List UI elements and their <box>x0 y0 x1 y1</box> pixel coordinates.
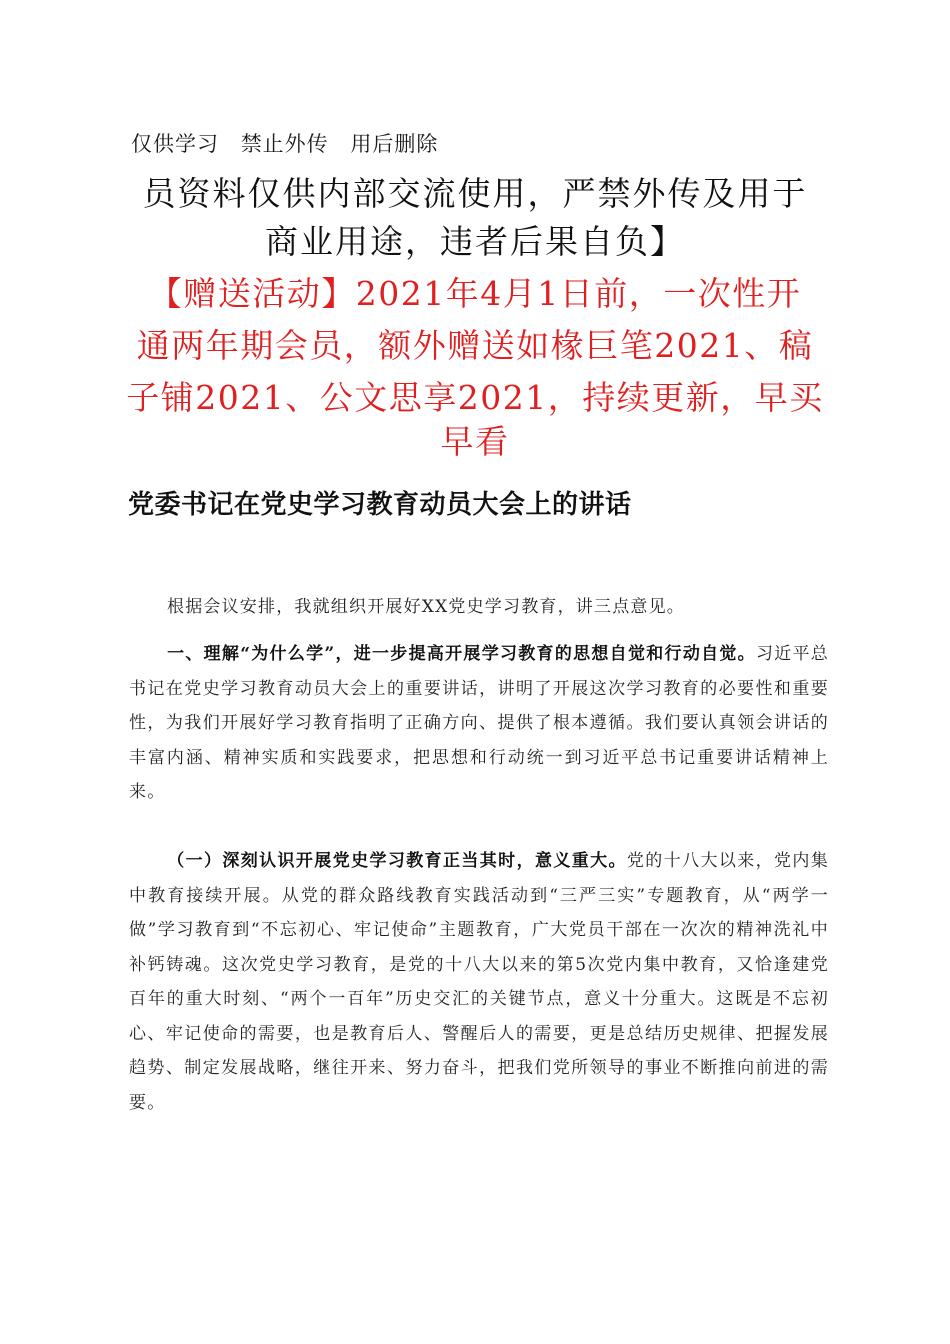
promo-line-3: 子铺2021、公文思享2021，持续更新，早买 <box>126 378 824 417</box>
document-title: 党委书记在党史学习教育动员大会上的讲话 <box>128 490 632 520</box>
section-1-heading: 一、理解“为什么学”，进一步提高开展学习教育的思想自觉和行动自觉。 <box>167 644 756 664</box>
promo-line-4: 早看 <box>440 422 510 461</box>
subsection-1-paragraph <box>129 844 829 1120</box>
intro-paragraph <box>129 590 829 625</box>
usage-notice <box>131 128 438 158</box>
notice-delete-after: 用后删除 <box>350 132 439 156</box>
section-1-paragraph <box>129 637 829 810</box>
notice-no-spread: 禁止外传 <box>240 132 329 156</box>
notice-study-only: 仅供学习 <box>131 132 219 156</box>
subsection-1-heading: （一）深刻认识开展党史学习教育正当其时，意义重大。 <box>167 851 627 871</box>
promo-line-1: 【赠送活动】2021年4月1日前，一次性开 <box>148 274 802 313</box>
promo-line-2: 通两年期会员，额外赠送如椽巨笔2021、稿 <box>136 326 814 365</box>
subsection-1-text: 党的十八大以来，党内集中教育接续开展。从党的群众路线教育实践活动到“三严三实”专题教育，从“两学一做”学习教育到“不忘初心、牢记使命”主题教育，广大党员干部在一次次的精神洗礼中补钙铸魂。这次党史学习教育，是党的十八大以来的第5次党内集中教育，又恰逢建党百年的重大时刻、“两个一百年”历史交汇的关键节点，意义十分重大。这既是不忘初心、牢记使命的需要，也是教育后人、警醒后人的需要，更是总结历史规律、把握发展趋势、制定发展战略，继往开来、努力奋斗，把我们党所领导的事业不断推向前进的需要。 <box>129 851 830 1113</box>
copyright-notice-line-1: 员资料仅供内部交流使用，严禁外传及用于 <box>142 174 808 213</box>
intro-text: 根据会议安排，我就组织开展好XX党史学习教育，讲三点意见。 <box>167 597 686 617</box>
section-1-text: 习近平总书记在党史学习教育动员大会上的重要讲话，讲明了开展这次学习教育的必要性和重要性，为我们开展好学习教育指明了正确方向、提供了根本遵循。我们要认真领会讲话的丰富内涵、精神实质和实践要求，把思想和行动统一到习近平总书记重要讲话精神上来。 <box>129 644 829 802</box>
copyright-notice-line-2: 商业用途，违者后果自负】 <box>265 222 685 261</box>
